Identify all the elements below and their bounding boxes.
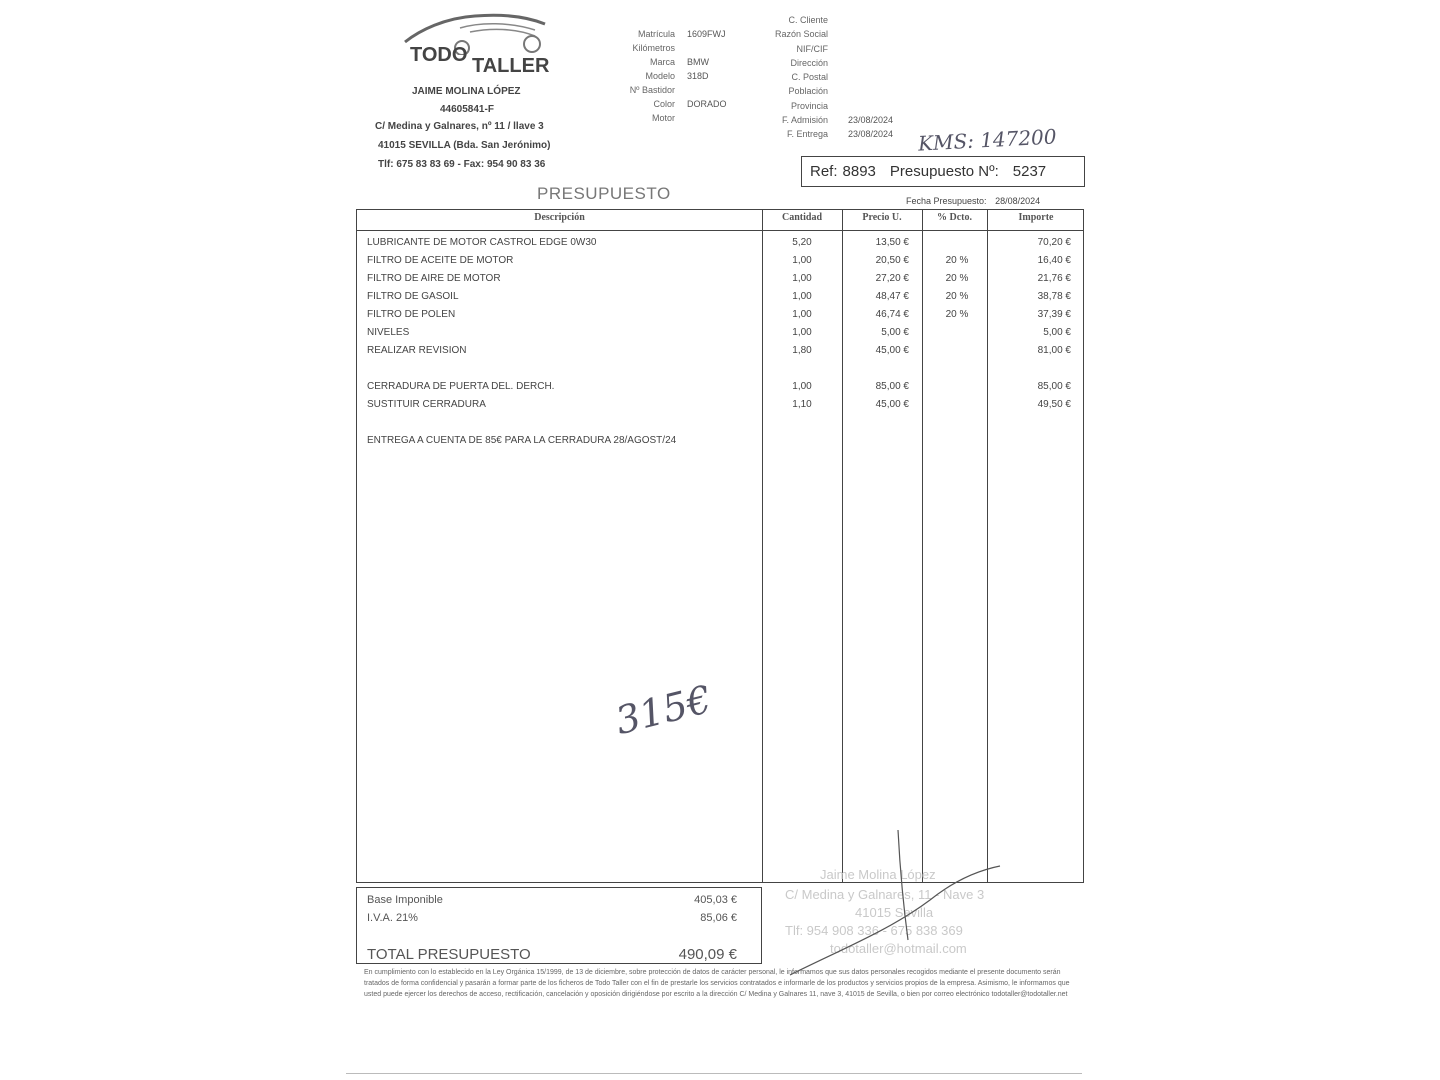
row-amount: 16,40 € — [1037, 255, 1071, 266]
row-amount: 5,00 € — [1043, 327, 1071, 338]
row-amount: 81,00 € — [1037, 345, 1071, 356]
row-unit-price: 5,00 € — [881, 327, 909, 338]
vehicle-label: Nº Bastidor — [629, 85, 675, 95]
client-label: Razón Social — [774, 29, 828, 40]
row-unit-price: 20,50 € — [875, 255, 909, 266]
client-value: 23/08/2024 — [848, 115, 894, 126]
table-row — [357, 345, 1083, 363]
row-description: ENTREGA A CUENTA DE 85€ PARA LA CERRADURA 28/AGOST/24 — [367, 435, 677, 446]
client-label: Provincia — [790, 100, 828, 111]
row-unit-price: 45,00 € — [875, 399, 909, 410]
row-unit-price: 13,50 € — [875, 237, 909, 248]
row-description: FILTRO DE GASOIL — [367, 291, 459, 302]
row-amount: 37,39 € — [1037, 309, 1071, 320]
vehicle-label: Marca — [649, 57, 675, 67]
row-description: NIVELES — [367, 327, 410, 338]
row-quantity: 1,00 — [792, 255, 812, 266]
items-table — [356, 209, 1084, 883]
vehicle-label: Motor — [651, 113, 675, 123]
row-quantity: 1,00 — [792, 327, 812, 338]
logo-word-todo: TODO — [410, 44, 468, 66]
vehicle-value: 1609FWJ — [687, 29, 726, 39]
table-row — [357, 327, 1083, 345]
row-description: FILTRO DE AIRE DE MOTOR — [367, 273, 501, 284]
client-label: F. Admisión — [781, 115, 828, 126]
total-label: TOTAL PRESUPUESTO — [367, 946, 531, 963]
handwritten-km: KMS: 147200 — [917, 124, 1058, 156]
row-quantity: 5,20 — [792, 237, 812, 248]
row-amount: 70,20 € — [1037, 237, 1071, 248]
table-row — [357, 273, 1083, 291]
row-description: LUBRICANTE DE MOTOR CASTROL EDGE 0W30 — [367, 237, 597, 248]
row-quantity: 1,00 — [792, 291, 812, 302]
budget-date-value: 28/08/2024 — [995, 196, 1041, 206]
total-value: 490,09 € — [678, 946, 737, 963]
row-discount: 20 % — [945, 309, 969, 320]
column-header-unit-price: Precio U. — [862, 212, 902, 223]
row-description: SUSTITUIR CERRADURA — [367, 399, 486, 410]
row-amount: 49,50 € — [1037, 399, 1071, 410]
client-label: C. Postal — [791, 72, 828, 83]
row-quantity: 1,00 — [792, 273, 812, 284]
tax-base-value: 405,03 € — [694, 894, 737, 906]
logo-word-taller: TALLER — [472, 55, 550, 77]
stamp-line: Jaime Molina López — [820, 867, 936, 882]
company-owner: JAIME MOLINA LÓPEZ — [412, 86, 521, 97]
company-address: C/ Medina y Galnares, nº 11 / llave 3 — [375, 121, 544, 132]
company-city: 41015 SEVILLA (Bda. San Jerónimo) — [378, 140, 551, 151]
client-label: Población — [788, 86, 828, 97]
handwritten-note: 315€ — [611, 676, 716, 744]
vehicle-label: Modelo — [645, 71, 675, 81]
client-label: NIF/CIF — [796, 43, 828, 54]
row-unit-price: 46,74 € — [875, 309, 909, 320]
vehicle-label: Kilómetros — [632, 43, 675, 53]
row-amount: 85,00 € — [1037, 381, 1071, 392]
client-label: C. Cliente — [788, 15, 828, 25]
row-discount: 20 % — [945, 255, 969, 266]
tax-base-label: Base Imponible — [367, 894, 443, 906]
reference-box — [801, 156, 1085, 187]
document-title: PRESUPUESTO — [537, 184, 671, 203]
table-row — [357, 399, 1083, 417]
table-row — [357, 435, 1083, 453]
vehicle-value: DORADO — [687, 99, 727, 109]
stamp-line: 41015 Sevilla — [855, 905, 934, 920]
table-row — [357, 255, 1083, 273]
vat-value: 85,06 € — [700, 912, 737, 924]
table-row — [357, 237, 1083, 255]
column-header-quantity: Cantidad — [781, 212, 822, 223]
row-description: CERRADURA DE PUERTA DEL. DERCH. — [367, 381, 555, 392]
row-quantity: 1,00 — [792, 381, 812, 392]
vehicle-value: BMW — [687, 57, 709, 67]
ref-value: 8893 — [842, 163, 876, 180]
stamp-line: Tlf: 954 908 336 - 675 838 369 — [785, 923, 963, 938]
client-label: F. Entrega — [786, 129, 828, 140]
vehicle-label: Matrícula — [637, 29, 675, 39]
stamp-line: todotaller@hotmail.com — [830, 941, 967, 956]
row-quantity: 1,10 — [792, 399, 812, 410]
row-quantity: 1,80 — [792, 345, 812, 356]
legal-notice: En cumplimiento con lo establecido en la Ley Orgánica 15/1999, de 13 de diciembre, sobre protección de datos de carácter personal, le informamos que sus datos personales recogidos mediante el presente documento serán tratados de forma confidencial y pasarán a formar parte de los ficheros de Todo Taller con el fin de prestarle los servicios contratados e informarle de los productos y servicios propios de la empresa. Asimismo, le informamos que usted puede ejercer los derechos de acceso, rectificación, cancelación y oposición dirigiéndose por escrito a la dirección C/ Medina y Galnares 11, nave 3, 41015 de Sevilla, o bien por correo electrónico todotaller@todotaller.net — [364, 969, 1070, 998]
signature-icon — [780, 830, 1040, 980]
column-header-description: Descripción — [534, 212, 585, 223]
row-unit-price: 45,00 € — [875, 345, 909, 356]
client-label: Dirección — [790, 57, 828, 68]
company-phones: Tlf: 675 83 83 69 - Fax: 954 90 83 36 — [378, 159, 546, 170]
column-header-amount: Importe — [1018, 212, 1054, 223]
column-header-discount: % Dcto. — [937, 212, 972, 223]
row-quantity: 1,00 — [792, 309, 812, 320]
vehicle-label: Color — [653, 99, 675, 109]
company-logo — [400, 10, 560, 85]
client-value: 23/08/2024 — [848, 129, 894, 140]
bottom-divider — [346, 1073, 1082, 1074]
row-amount: 38,78 € — [1037, 291, 1071, 302]
stamp-line: C/ Medina y Galnares, 11 - Nave 3 — [785, 887, 985, 902]
budget-date — [906, 196, 1040, 206]
vehicle-value: 318D — [687, 71, 709, 81]
row-discount: 20 % — [945, 273, 969, 284]
row-description: FILTRO DE POLEN — [367, 309, 456, 320]
totals-box — [356, 887, 762, 964]
row-unit-price: 27,20 € — [875, 273, 909, 284]
row-unit-price: 85,00 € — [875, 381, 909, 392]
ref-label: Ref: — [810, 163, 838, 180]
row-description: FILTRO DE ACEITE DE MOTOR — [367, 255, 514, 266]
budget-date-label: Fecha Presupuesto: — [906, 196, 987, 206]
row-description: REALIZAR REVISION — [367, 345, 467, 356]
table-row — [357, 291, 1083, 309]
budget-number-label: Presupuesto Nº: — [889, 163, 999, 180]
company-tax-id: 44605841-F — [440, 104, 494, 115]
row-amount: 21,76 € — [1037, 273, 1071, 284]
table-row — [357, 309, 1083, 327]
vat-label: I.V.A. 21% — [367, 912, 418, 924]
row-unit-price: 48,47 € — [875, 291, 909, 302]
table-row — [357, 381, 1083, 399]
budget-number-value: 5237 — [1012, 163, 1047, 180]
client-info — [728, 15, 918, 144]
row-discount: 20 % — [945, 291, 969, 302]
